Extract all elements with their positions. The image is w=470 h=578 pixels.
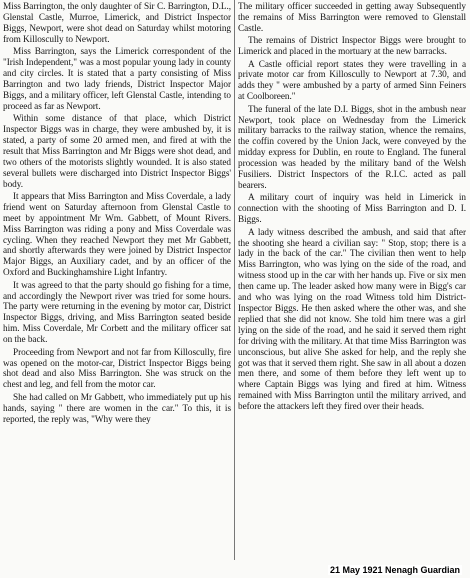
article-paragraph: Proceeding from Newport and not far from Killoscully, fire was opened on the motor-car, District Inspector Biggs being shot dead and also Miss Barrington. She was struck on the chest and leg, and fell from the motor car. bbox=[3, 347, 231, 391]
article-paragraph: Within some distance of that place, which District Inspector Biggs was in charge, they were ambushed by, it is stated, a party of some 20 armed men, and fired at with the result that Miss Barrington and Mr Biggs were shot dead, and two others of the motorists slightly wounded. It is also stated several bullets were discharged into District Inspector Biggs' body. bbox=[3, 114, 231, 190]
right-column bbox=[238, 2, 466, 415]
source-caption: 21 May 1921 Nenagh Guardian bbox=[329, 565, 460, 575]
article-paragraph: The remains of District Inspector Biggs were brought to Limerick and placed in the mortuary at the new barracks. bbox=[238, 36, 466, 58]
article-paragraph: The military officer succeeded in getting away Subsequently the remains of Miss Barrington were removed to Glenstall Castle. bbox=[238, 2, 466, 34]
article-paragraph: Miss Barrington, the only daughter of Sir C. Barrington, D.L., Glenstal Castle, Murroe, Limerick, and District Inspector Biggs, Newport, were shot dead on Saturday whilst motoring from Killoscully to Newport. bbox=[3, 2, 231, 45]
article-paragraph: A military court of inquiry was held in Limerick in connection with the shooting of Miss Barrington and D. I. Biggs. bbox=[238, 193, 466, 226]
article-paragraph: Miss Barrington, says the Limerick correspondent of the "Irish Independent," was a most popular young lady in county and city circles. It is stated that a party consisting of Miss Barrington and two lady friends, District Inspector Major Biggs, and a military officer, left Glenstal Castle, intending to proceed as far as Newport. bbox=[3, 47, 231, 112]
article-paragraph: A Castle official report states they were travelling in a private motor car from Killoscully to Newport at 7.30, and adds they " were ambushed by a party of armed Sinn Feiners at Coolboreen." bbox=[238, 59, 466, 103]
article-paragraph: The funeral of the late D.I. Biggs, shot in the ambush near Newport, took place on Wednesday from the Limerick military barracks to the railway station, whence the remains, the coffin covered by the Union Jack, were conveyed by the midday express for Dublin, en route to England. The funeral procession was headed by the military band of the Welsh Fusiliers. District Inspectors of the R.I.C. acted as pall bearers. bbox=[238, 104, 466, 191]
column-divider bbox=[234, 0, 235, 560]
article-paragraph: A lady witness described the ambush, and said that after the shooting she heard a civilian say: " Stop, stop; there is a lady in the back of the car." The civilian then went to help Miss Barrington, who was lying on the side of the road, and witness stood up in the car with her hands up. Five or six men then came up. The leader asked how many were in Bigg's car and who was lying on the road Witness told him District-Inspector Biggs. He then asked where the other was, and she replied that she did not know. She told him tnere was a girl lying on the side of the road, and he said it served them right for driving with the military. At that time Miss Barrington was unconscious, but alive She asked for help, and the reply she got was that it served them right. She saw in all about a dozen men there, and some of them before they left went up to where Captain Biggs was lying and fired at him. Witness remained with Miss Barrington until the military arrived, and before the attackers left they fired over their heads. bbox=[238, 227, 466, 413]
article-paragraph: It appears that Miss Barrington and Miss Coverdale, a lady friend went on Saturday afternoon from Glenstal Castle to meet by appointment Mr Wm. Gabbett, of Mount Rivers. Miss Barrington was riding a pony and Miss Coverdale was cycling. When they reached Newport they met Mr Gabbett, and shortly afterwards they were joined by District Inspector Major Biggs, an Auxiliary cadet, and by an officer of the Oxford and Buckinghamshire Light Infantry. bbox=[3, 191, 231, 279]
article-paragraph: It was agreed to that the party should go fishing for a time, and accordingly the Newport river was tried for some hours. The party were returning in the evening by motor car, District Inspector Biggs, driving, and Miss Barrington seated beside him. Miss Coverdale, Mr Corbett and the military officer sat on the back. bbox=[3, 280, 231, 346]
left-column bbox=[3, 2, 231, 427]
article-paragraph: She had called on Mr Gabbett, who immediately put up his hands, saying " there are women in the car." To this, it is reported, the reply was, "Why were they bbox=[3, 392, 231, 425]
